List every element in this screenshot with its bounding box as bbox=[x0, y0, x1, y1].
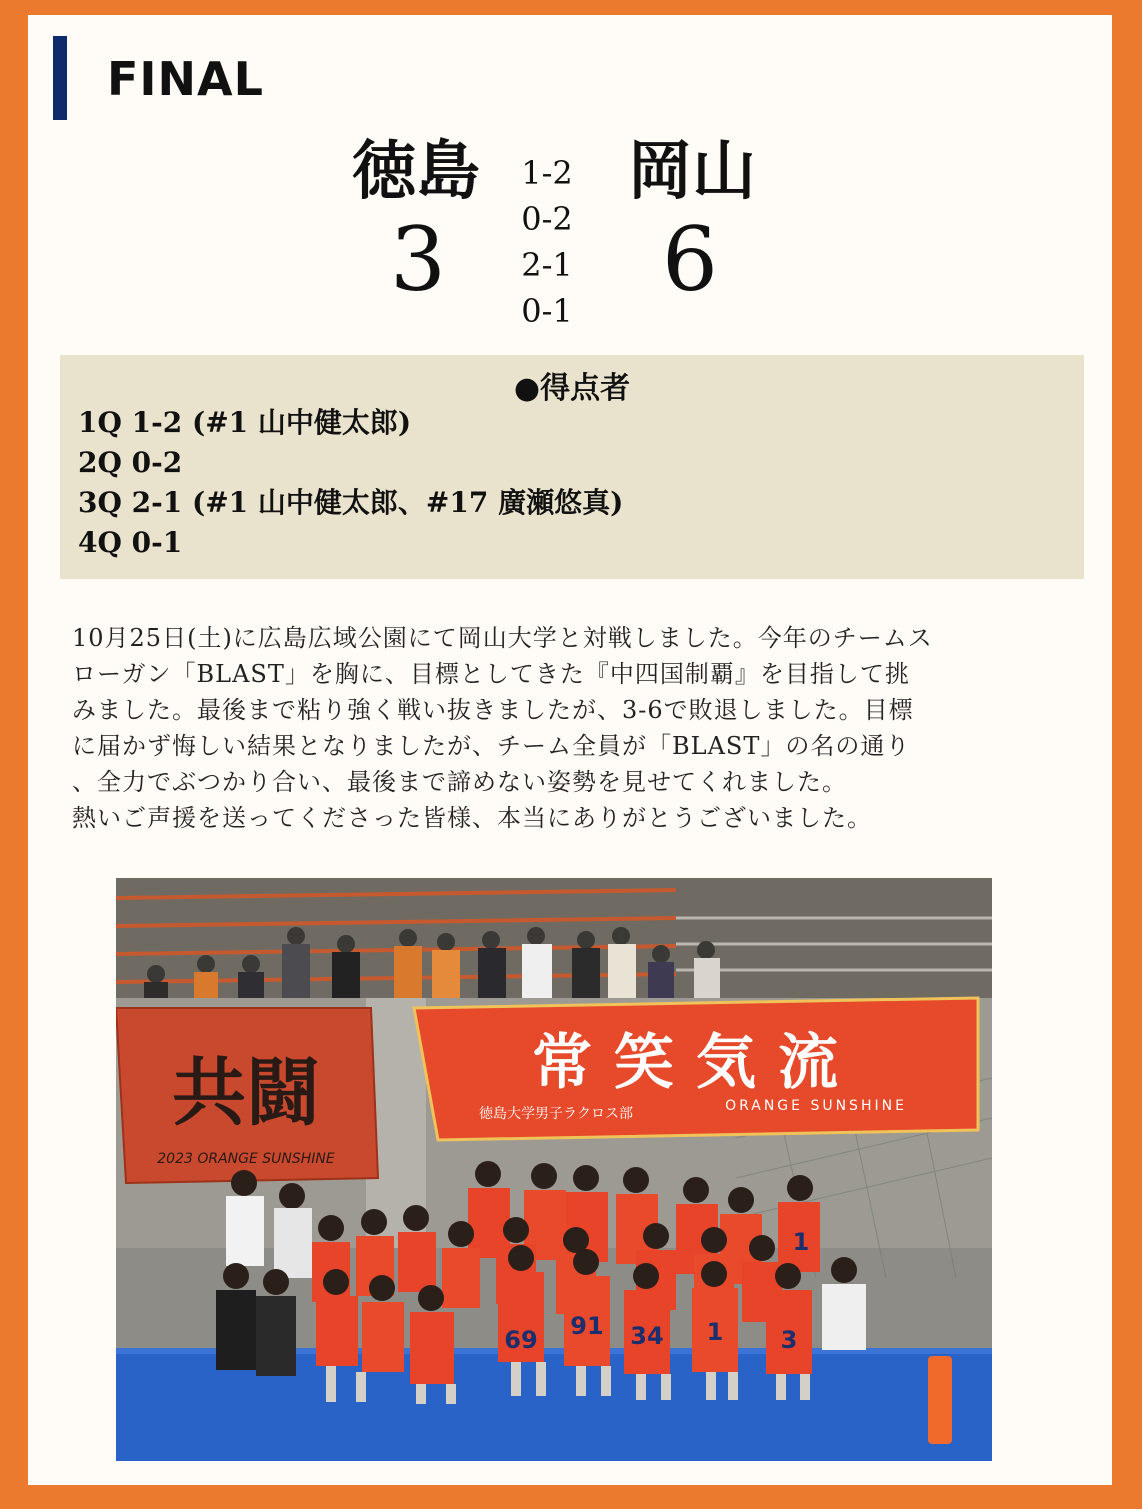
scorers-list bbox=[78, 403, 623, 563]
jersey-number: 1 bbox=[792, 1228, 810, 1256]
scorer-line: 3Q 2-1 (#1 山中健太郎、#17 廣瀬悠真) bbox=[78, 486, 624, 519]
jersey-number: 3 bbox=[780, 1326, 798, 1354]
quarter-score: 0-2 bbox=[521, 200, 573, 238]
scorers-heading: ●得点者 bbox=[513, 371, 631, 406]
jersey-number: 69 bbox=[504, 1326, 538, 1354]
team-photo bbox=[116, 878, 992, 1461]
quarter-score: 2-1 bbox=[521, 246, 573, 284]
home-total-score: 3 bbox=[390, 208, 446, 311]
home-team-name: 徳島 bbox=[352, 134, 480, 209]
banner-left-main-text: 共闘 bbox=[172, 1050, 320, 1136]
quarter-score: 1-2 bbox=[521, 154, 573, 192]
banner-right-main-text: 常笑気流 bbox=[532, 1028, 860, 1098]
report-line: みました。最後まで粘り強く戦い抜きましたが、3-6で敗退しました。目標 bbox=[72, 696, 914, 724]
page-title: FINAL bbox=[107, 52, 264, 106]
quarter-score: 0-1 bbox=[521, 292, 573, 330]
jersey-number: 34 bbox=[630, 1322, 664, 1350]
match-report bbox=[72, 620, 1082, 836]
report-line: 、全力でぶつかり合い、最後まで諦めない姿勢を見せてくれました。 bbox=[72, 768, 847, 796]
jersey-number: 1 bbox=[706, 1318, 724, 1346]
banner-right-sub-jp-text: 徳島大学男子ラクロス部 bbox=[479, 1106, 633, 1122]
away-total-score: 6 bbox=[662, 208, 718, 311]
quarter-scores bbox=[505, 150, 589, 334]
report-line: に届かず悔しい結果となりましたが、チーム全員が「BLAST」の名の通り bbox=[72, 732, 911, 760]
banner-right bbox=[414, 998, 978, 1140]
field-pylon bbox=[928, 1356, 952, 1444]
scorer-line: 2Q 0-2 bbox=[78, 446, 183, 479]
banner-right-sub-en-text: ORANGE SUNSHINE bbox=[725, 1098, 907, 1114]
scorers-panel bbox=[60, 355, 1084, 579]
report-line: 10月25日(土)に広島広域公園にて岡山大学と対戦しました。今年のチームス bbox=[72, 624, 933, 652]
title-accent-bar bbox=[53, 36, 67, 120]
banner-left bbox=[116, 1008, 378, 1183]
jersey-number: 91 bbox=[570, 1312, 604, 1340]
scorer-line: 1Q 1-2 (#1 山中健太郎) bbox=[78, 406, 412, 439]
report-line: ローガン「BLAST」を胸に、目標としてきた『中四国制覇』を目指して挑 bbox=[72, 660, 910, 688]
scorer-line: 4Q 0-1 bbox=[78, 526, 183, 559]
away-team-name: 岡山 bbox=[628, 134, 756, 209]
banner-left-sub-text: 2023 ORANGE SUNSHINE bbox=[157, 1151, 335, 1167]
report-line: 熱いご声援を送ってくださった皆様、本当にありがとうございました。 bbox=[72, 804, 872, 832]
